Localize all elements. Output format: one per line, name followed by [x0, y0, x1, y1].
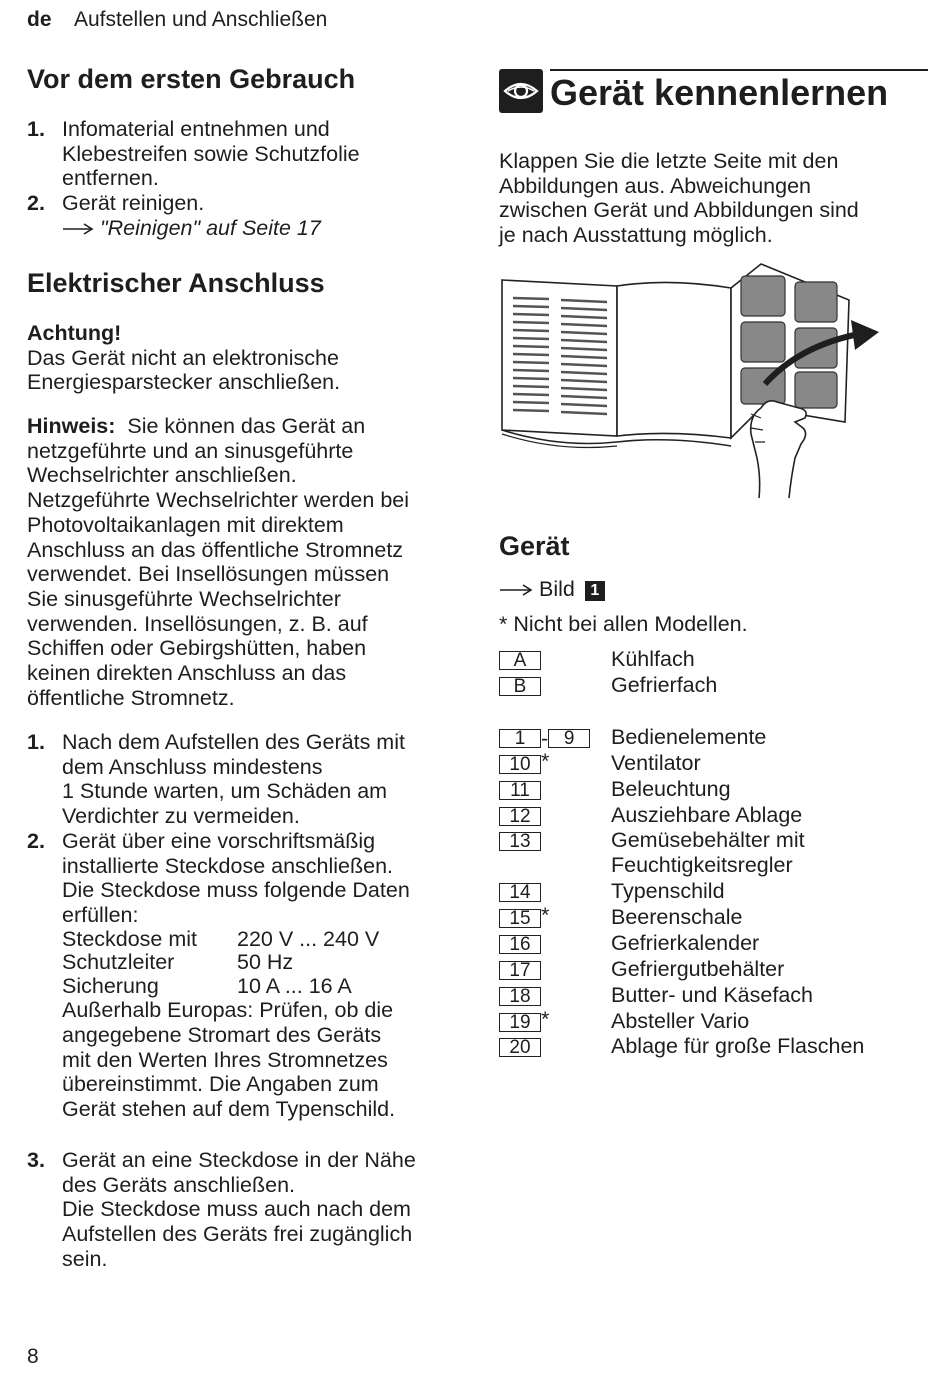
page-number: 8 — [27, 1345, 39, 1368]
intro-text — [499, 149, 929, 248]
connection-step-3 — [27, 1148, 457, 1272]
cross-reference-link[interactable] — [62, 216, 457, 241]
legend-row — [499, 673, 718, 699]
figure-reference[interactable] — [499, 577, 605, 602]
legend-code: 13 — [499, 832, 541, 851]
legend-code: 9 — [548, 729, 590, 748]
figure-number-badge: 1 — [585, 581, 605, 601]
step-line: Infomaterial entnehmen und — [62, 117, 330, 141]
legend-row — [499, 803, 803, 829]
note-line: Netzgeführte Wechselrichter werden bei — [27, 488, 410, 513]
legend-label: Gefrierkalender — [611, 931, 760, 955]
legend-label: Bedienelemente — [611, 725, 767, 749]
step-line: Klebestreifen sowie Schutzfolie — [62, 141, 360, 166]
step-line: Gerät reinigen. — [62, 191, 205, 216]
note-label: Hinweis: — [27, 414, 116, 438]
section-title-electrical: Elektrischer Anschluss — [27, 268, 325, 298]
step-line: Gerät an eine Steckdose in der Nähe — [62, 1148, 416, 1172]
legend-code: B — [499, 677, 541, 696]
step-line: mit den Werten Ihres Stromnetzes — [62, 1047, 388, 1072]
connection-steps — [27, 730, 457, 1122]
note-line: verwendet. Bei Insellösungen müssen — [27, 562, 390, 587]
warning-line: Energiesparstecker anschließen. — [27, 370, 341, 395]
legend-code: 12 — [499, 807, 541, 826]
arrow-right-icon — [499, 583, 533, 597]
step-line: 1 Stunde warten, um Schäden am — [62, 779, 388, 804]
legend-code: A — [499, 651, 541, 670]
step-item — [27, 117, 457, 191]
spec-value: 50 Hz — [237, 950, 294, 975]
note-line: öffentliche Stromnetz. — [27, 685, 235, 710]
figure-label: Bild — [538, 577, 575, 601]
intro-line: zwischen Gerät und Abbildungen sind — [499, 198, 859, 223]
legend-label: Beerenschale — [611, 905, 743, 929]
step-item — [27, 829, 457, 1122]
warning-line: Das Gerät nicht an elektronische — [27, 345, 339, 370]
legend-code: 16 — [499, 935, 541, 954]
warning-label: Achtung! — [27, 321, 122, 345]
legend-row — [499, 1034, 865, 1060]
step-line: Außerhalb Europas: Prüfen, ob die — [62, 998, 394, 1023]
spec-value: 10 A ... 16 A — [237, 973, 352, 998]
legend-label: Absteller Vario — [611, 1009, 750, 1033]
legend-row — [499, 931, 760, 957]
legend-label: Kühlfach — [611, 647, 695, 671]
legend-star: * — [541, 903, 550, 927]
legend-row — [499, 749, 701, 777]
intro-line: Abbildungen aus. Abweichungen — [499, 173, 812, 198]
footnote: * Nicht bei allen Modellen. — [499, 612, 748, 636]
note-block — [27, 414, 457, 710]
eye-icon — [499, 69, 543, 113]
section-title-first-use: Vor dem ersten Gebrauch — [27, 64, 356, 94]
legend-code: 20 — [499, 1038, 541, 1057]
note-line: Schiffen oder Gebirgshütten, haben — [27, 636, 367, 661]
step-item — [27, 730, 457, 829]
note-line: Photovoltaikanlagen mit direktem — [27, 512, 344, 537]
step-number: 1. — [27, 730, 45, 754]
legend-code: 17 — [499, 961, 541, 980]
note-line: keinen direkten Anschluss an das — [27, 661, 347, 686]
step-line: Die Steckdose muss auch nach dem — [62, 1197, 411, 1222]
spec-row — [62, 928, 457, 952]
step-line: Nach dem Aufstellen des Geräts mit — [62, 730, 405, 754]
legend-row — [499, 1007, 750, 1035]
step-line: installierte Steckdose anschließen. — [62, 853, 394, 878]
spec-key: Steckdose mit — [62, 926, 198, 951]
step-line: des Geräts anschließen. — [62, 1172, 296, 1197]
step-line: sein. — [62, 1246, 108, 1271]
fold-out-illustration — [499, 258, 889, 503]
step-line: Verdichter zu vermeiden. — [62, 804, 300, 829]
legend-code: 1 — [499, 729, 541, 748]
step-line: erfüllen: — [62, 902, 139, 927]
step-number: 3. — [27, 1148, 45, 1172]
legend-label: Gemüsebehälter mit — [611, 828, 805, 852]
legend-code: 11 — [499, 781, 541, 800]
legend-row — [499, 725, 767, 751]
range-separator: - — [541, 726, 549, 751]
step-line: dem Anschluss mindestens — [62, 754, 323, 779]
legend-code: 14 — [499, 883, 541, 902]
arrow-right-icon — [62, 222, 94, 236]
legend-label: Beleuchtung — [611, 777, 731, 801]
step-line: Gerät über eine vorschriftsmäßig — [62, 828, 376, 853]
legend-label: Feuchtigkeitsregler — [611, 853, 793, 877]
spec-key: Sicherung — [62, 973, 159, 998]
legend-label: Gefriergutbehälter — [611, 957, 785, 981]
legend-label: Butter- und Käsefach — [611, 983, 813, 1007]
step-line: angegebene Stromart des Geräts — [62, 1022, 382, 1047]
legend-code: 19 — [499, 1013, 541, 1032]
note-line: netzgeführte und an sinusgeführte — [27, 438, 354, 463]
spec-row — [62, 951, 457, 975]
section-title-get-to-know: Gerät kennenlernen — [550, 72, 889, 113]
note-line: verwenden. Insellösungen, z. B. auf — [27, 611, 368, 636]
language-code: de — [27, 8, 52, 31]
note-line: Anschluss an das öffentliche Stromnetz — [27, 537, 404, 562]
spec-table — [62, 928, 457, 999]
note-line: Sie können das Gerät an — [127, 414, 366, 438]
intro-line: Klappen Sie die letzte Seite mit den — [499, 149, 839, 173]
step-line: Gerät stehen auf dem Typenschild. — [62, 1096, 396, 1121]
intro-line: je nach Ausstattung möglich. — [499, 223, 773, 248]
legend-row — [499, 957, 785, 983]
legend-label: Ausziehbare Ablage — [611, 803, 803, 827]
legend-row — [499, 903, 743, 931]
legend-label: Typenschild — [611, 879, 725, 903]
legend-code: 18 — [499, 987, 541, 1006]
legend-label: Gefrierfach — [611, 673, 718, 697]
step-number: 2. — [27, 828, 45, 853]
section-title-device: Gerät — [499, 531, 570, 561]
step-line: Die Steckdose muss folgende Daten — [62, 878, 410, 903]
step-item — [27, 1148, 457, 1272]
legend-row — [499, 983, 813, 1009]
cross-reference-text: "Reinigen" auf Seite 17 — [99, 215, 321, 240]
legend-row — [499, 647, 695, 673]
spec-row — [62, 975, 457, 999]
legend-star: * — [541, 1007, 550, 1031]
step-line: entfernen. — [62, 166, 159, 191]
legend-row — [499, 777, 731, 803]
step-line: Aufstellen des Geräts frei zugänglich — [62, 1222, 413, 1247]
step-line: übereinstimmt. Die Angaben zum — [62, 1072, 379, 1097]
note-line: Sie sinusgeführte Wechselrichter — [27, 586, 341, 611]
spec-value: 220 V ... 240 V — [237, 926, 380, 951]
legend-label: Ablage für große Flaschen — [611, 1034, 865, 1058]
legend-star: * — [541, 749, 550, 773]
legend-row — [499, 828, 805, 854]
note-line: Wechselrichter anschließen. — [27, 463, 297, 488]
step-number: 1. — [27, 117, 45, 141]
step-item — [27, 191, 457, 240]
legend-row — [499, 879, 725, 905]
step-number: 2. — [27, 191, 45, 216]
legend-code: 10 — [499, 755, 541, 774]
legend-label: Ventilator — [611, 751, 701, 775]
legend-code: 15 — [499, 909, 541, 928]
warning-block — [27, 321, 457, 395]
header-title: Aufstellen und Anschließen — [74, 8, 328, 31]
spec-key: Schutzleiter — [62, 950, 175, 975]
first-use-steps — [27, 117, 457, 241]
